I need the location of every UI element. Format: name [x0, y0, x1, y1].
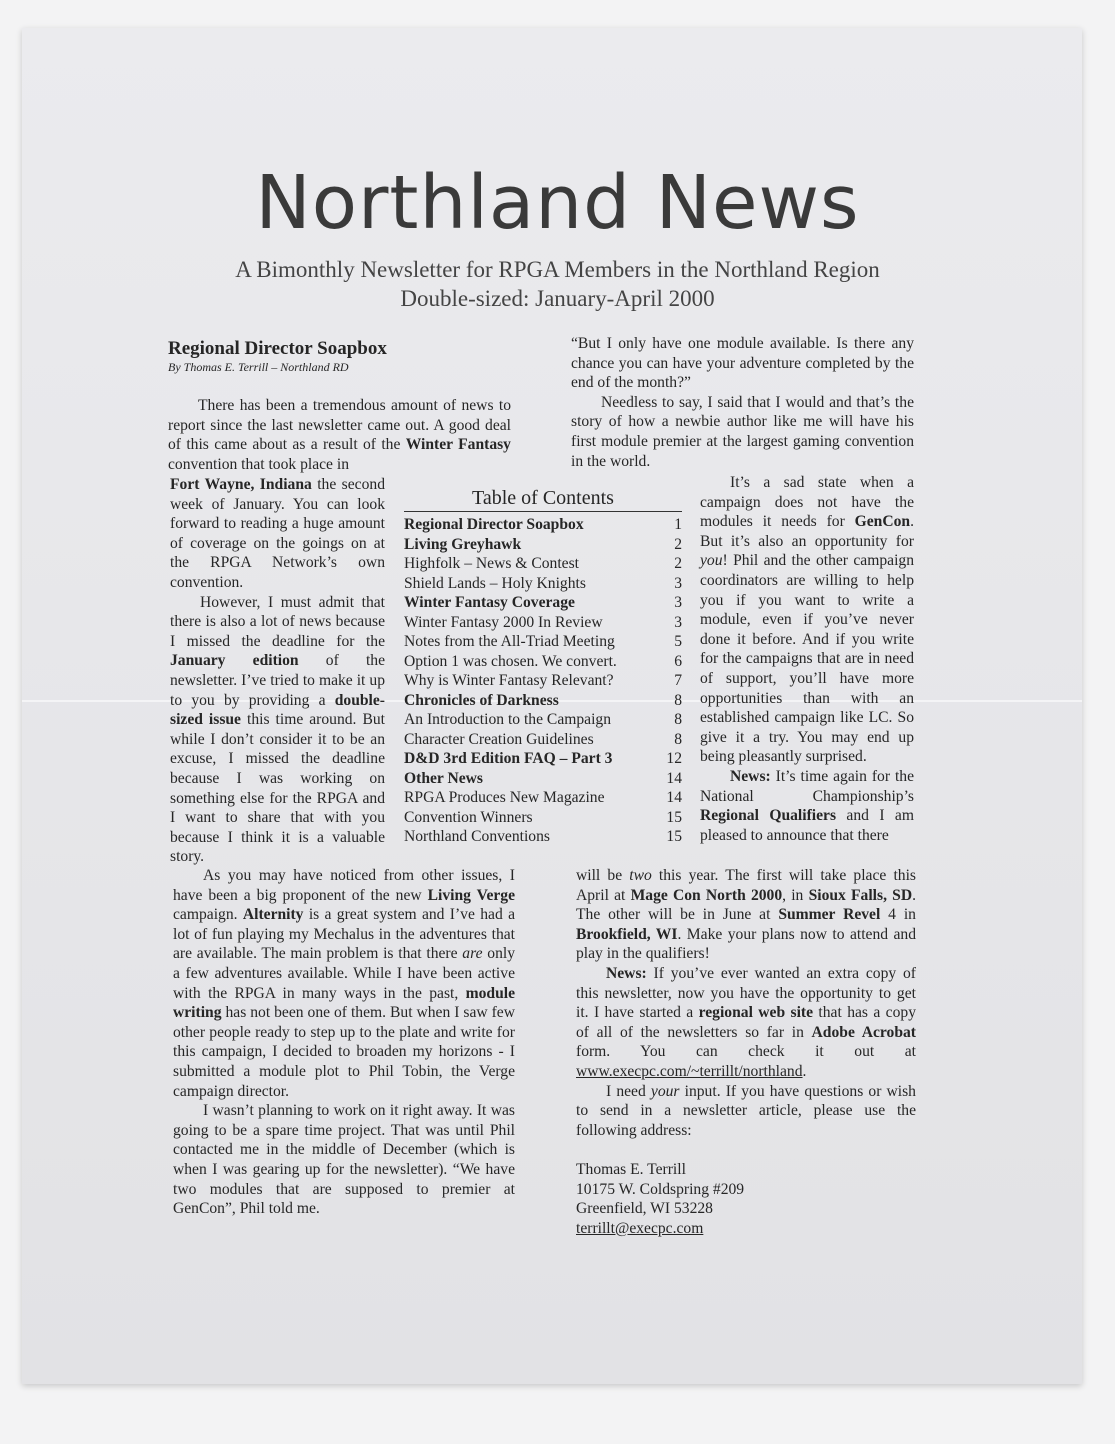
- toc-item-page: 15: [666, 808, 682, 826]
- paragraph-8b: will be two this year. The first will take place this April at Mage Con North 2000, in Sioux Falls, SD. The other will be in June at Summer Revel 4 in Brookfield, WI. Make your plans now to attend and play in the qualifiers!: [576, 867, 917, 963]
- toc-item-page: 8: [674, 711, 682, 728]
- toc-item: [404, 593, 682, 613]
- paragraph-2: However, I must admit that there is also a lot of news because I missed the deadline for the January edition of the newsletter. I’ve tried to make it up to you by providing a double-sized issue this time around. But while I don’t consider it to be an excuse, I missed the deadline because I was working on something else for the RPGA and I want to share that with you because I think it is a valuable story.: [170, 593, 385, 866]
- article-column-2-narrow: [700, 473, 914, 845]
- table-of-contents: [404, 486, 682, 847]
- toc-item: [404, 554, 682, 574]
- toc-item-label: Regional Director Soapbox: [404, 516, 584, 533]
- toc-item-label: Living Greyhawk: [404, 535, 522, 553]
- toc-item-page: 3: [674, 613, 682, 631]
- toc-item-page: 12: [666, 750, 682, 767]
- toc-item: [404, 827, 682, 847]
- toc-item: [404, 671, 682, 691]
- article-column-1-top: [168, 338, 511, 474]
- toc-item: [404, 710, 682, 730]
- article-heading: Regional Director Soapbox: [168, 338, 387, 359]
- toc-item: [404, 515, 682, 535]
- toc-item-label: Notes from the All-Triad Meeting: [404, 633, 615, 650]
- paragraph-5: “But I only have one module available. Is there any chance you can have your adventure completed by the end of the month?”: [571, 335, 914, 392]
- toc-item-page: 8: [674, 691, 682, 709]
- website-link[interactable]: www.execpc.com/~terrillt/northland: [576, 1062, 803, 1080]
- toc-item: [404, 632, 682, 652]
- paragraph-3: As you may have noticed from other issues, I have been a big proponent of the new Living Verge campaign. Alternity is a great system and I’ve had a lot of fun playing my Mechalus in the adventures that are available. The main problem is that there are only a few adventures available. While I have been active with the RPGA in many ways in the past, module writing has not been one of them. But when I saw few other people ready to step up to the plate and write for this campaign, I decided to broaden my horizons - I submitted a module plot to Phil Tobin, the Verge campaign director.: [173, 867, 516, 1100]
- toc-item-page: 14: [666, 769, 682, 787]
- paragraph-1a: There has been a tremendous amount of news to report since the last newsletter came out. A good deal of this came about as a result of the Winter Fantasy convention that took place in: [168, 397, 511, 473]
- toc-item-page: 7: [674, 672, 682, 689]
- toc-item-label: Why is Winter Fantasy Relevant?: [404, 672, 614, 689]
- issue-date: Double-sized: January-April 2000: [400, 286, 715, 311]
- mailing-address: [576, 1160, 916, 1238]
- toc-item-page: 5: [674, 633, 682, 650]
- toc-item-page: 14: [666, 789, 682, 806]
- newsletter-subtitle: A Bimonthly Newsletter for RPGA Members in the Northland Region: [235, 257, 880, 282]
- email-link[interactable]: terrillt@execpc.com: [576, 1219, 704, 1237]
- article-column-1-narrow: [170, 475, 385, 867]
- toc-item-label: Highfolk – News & Contest: [404, 555, 579, 572]
- toc-item-label: Option 1 was chosen. We convert.: [404, 652, 617, 670]
- toc-item-label: An Introduction to the Campaign: [404, 711, 612, 728]
- toc-item: [404, 535, 682, 555]
- article-column-1-bottom: [173, 866, 515, 1219]
- toc-title: Table of Contents: [404, 486, 682, 512]
- toc-item-page: 2: [674, 535, 682, 553]
- address-name: Thomas E. Terrill: [576, 1160, 686, 1178]
- toc-item-label: Other News: [404, 769, 483, 787]
- address-city: Greenfield, WI 53228: [576, 1200, 713, 1218]
- toc-item-label: Winter Fantasy Coverage: [404, 594, 575, 611]
- toc-item: [404, 613, 682, 633]
- toc-item: [404, 574, 682, 594]
- toc-item-page: 15: [666, 828, 682, 845]
- paragraph-6: Needless to say, I said that I would and that’s the story of how a newbie author like me will have his first module premier at the largest gaming convention in the world.: [571, 393, 914, 470]
- toc-item: [404, 788, 682, 808]
- toc-item: [404, 652, 682, 672]
- toc-item-label: Character Creation Guidelines: [404, 730, 594, 748]
- toc-item-label: Winter Fantasy 2000 In Review: [404, 613, 603, 631]
- toc-item-page: 8: [674, 730, 682, 748]
- toc-item-label: Shield Lands – Holy Knights: [404, 574, 586, 592]
- paragraph-9: News: If you’ve ever wanted an extra copy of this newsletter, now you have the opportunity to get it. I have started a regional web site that has a copy of all of the newsletters so far in Adobe Acrobat form. You can check it out at www.execpc.com/~terrillt/northland.: [576, 964, 916, 1080]
- toc-item: [404, 691, 682, 711]
- toc-item-label: Convention Winners: [404, 808, 533, 826]
- address-street: 10175 W. Coldspring #209: [576, 1180, 745, 1198]
- article-column-2-top: [571, 334, 914, 471]
- toc-item-label: RPGA Produces New Magazine: [404, 789, 605, 806]
- article-column-2-bottom: [576, 866, 916, 1238]
- toc-item: [404, 730, 682, 750]
- paragraph-8a: News: It’s time again for the National Championship’s Regional Qualifiers and I am pleased to announce that there: [700, 767, 914, 844]
- toc-item: [404, 808, 682, 828]
- paragraph-4: I wasn’t planning to work on it right away. It was going to be a spare time project. That was until Phil contacted me in the middle of December (which is when I was gearing up for the newsletter). “We have two modules that are supposed to premier at GenCon”, Phil told me.: [173, 1102, 515, 1218]
- paragraph-1b: Fort Wayne, Indiana the second week of January. You can look forward to reading a huge amount of coverage on the goings on at the RPGA Network’s own convention.: [170, 476, 385, 591]
- toc-item-page: 3: [674, 594, 682, 611]
- toc-item-label: D&D 3rd Edition FAQ – Part 3: [404, 750, 613, 767]
- toc-item: [404, 769, 682, 789]
- toc-item-page: 2: [674, 555, 682, 572]
- paragraph-7: It’s a sad state when a campaign does not have the modules it needs for GenCon. But it’s also an opportunity for you! Phil and the other campaign coordinators are willing to help you if you want to write a module, even if you’ve never done it before. And if you write for the campaigns that are in need of support, you’ll have more opportunities than with an established campaign like LC. So give it a try. You may end up being pleasantly surprised.: [700, 474, 914, 766]
- toc-item-page: 1: [674, 516, 682, 533]
- newsletter-title: Northland News: [255, 160, 860, 246]
- article-byline: By Thomas E. Terrill – Northland RD: [168, 360, 349, 374]
- paragraph-10: I need your input. If you have questions or wish to send in a newsletter article, please use the following address:: [576, 1082, 916, 1139]
- toc-item-label: Chronicles of Darkness: [404, 691, 559, 709]
- toc-item-page: 6: [674, 652, 682, 670]
- toc-item: [404, 749, 682, 769]
- toc-item-label: Northland Conventions: [404, 828, 550, 845]
- toc-item-page: 3: [674, 574, 682, 592]
